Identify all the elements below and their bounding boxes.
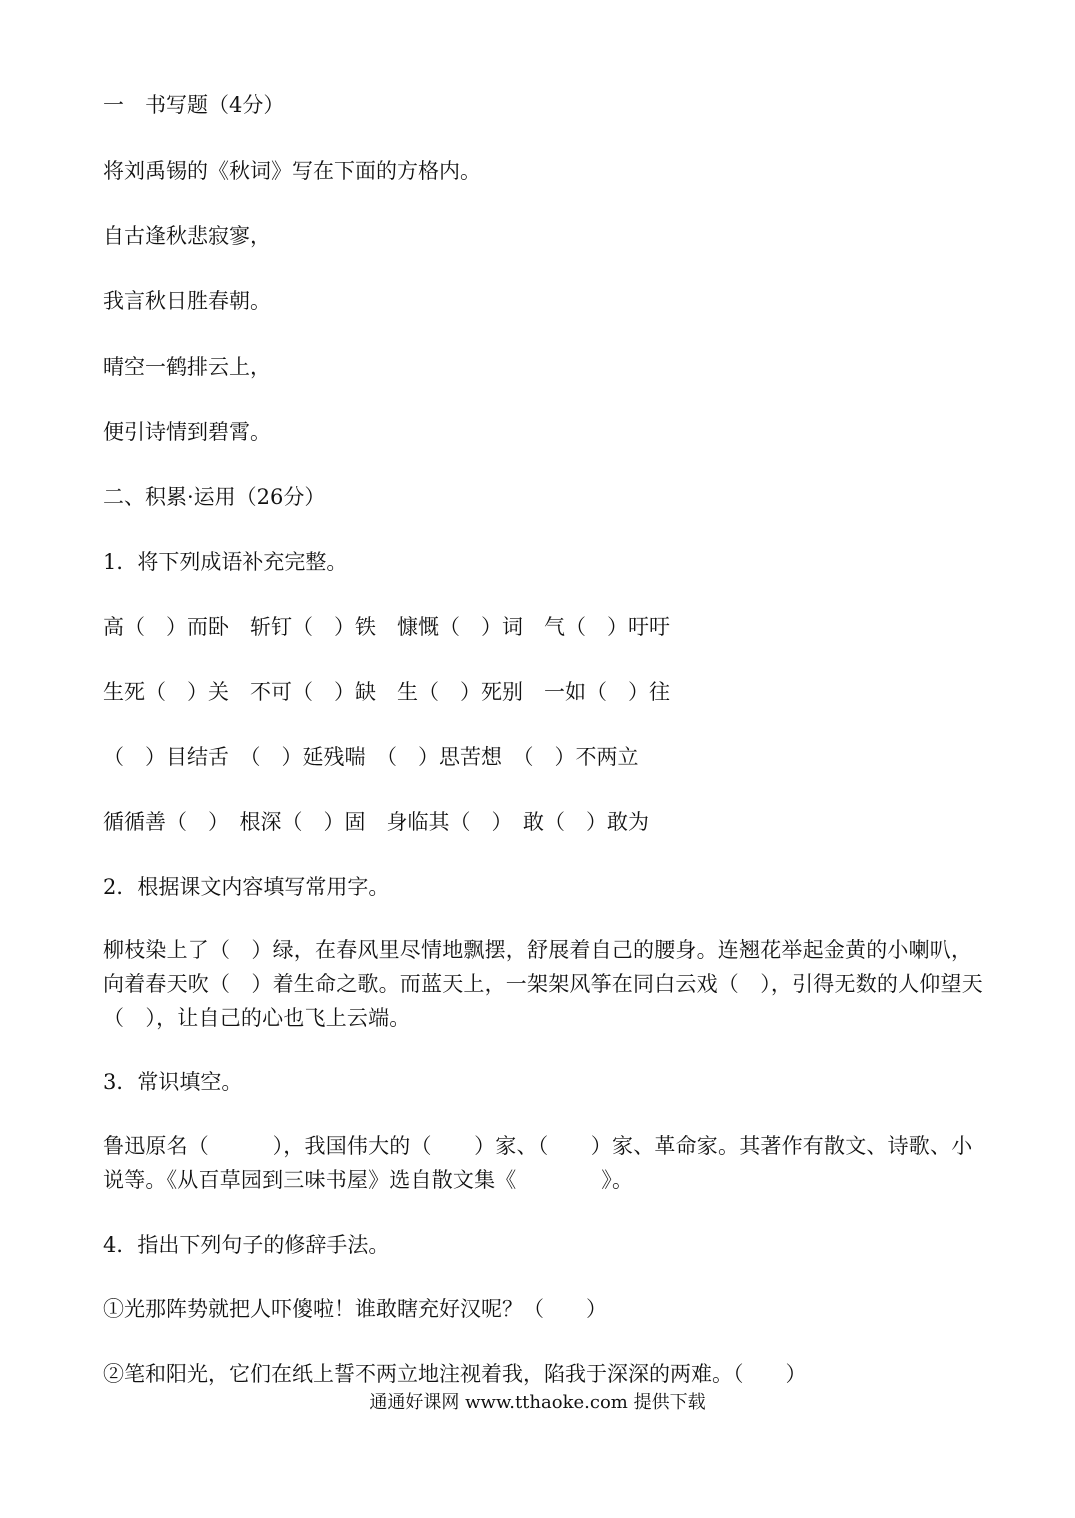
- idiom-row-3: （ ）目结舌 （ ）延残喘 （ ）思苦想 （ ）不两立: [103, 745, 639, 769]
- poem-line-4: 便引诗情到碧霄。: [103, 420, 271, 444]
- q4-prompt: 4．指出下列句子的修辞手法。: [103, 1233, 390, 1257]
- q3-passage: 鲁迅原名（ ），我国伟大的（ ）家、（ ）家、革命家。其著作有散文、诗歌、小说等。《从百草园到三味书屋》选自散文集《 》。: [103, 1134, 973, 1192]
- q2-prompt: 2．根据课文内容填写常用字。: [103, 875, 390, 899]
- section2-heading: 二、积累·运用（26分）: [103, 485, 326, 509]
- q4-item-2: ②笔和阳光，它们在纸上誓不两立地注视着我，陷我于深深的两难。（ ）: [103, 1362, 807, 1386]
- poem-line-1: 自古逢秋悲寂寥，: [103, 224, 271, 248]
- idiom-row-4: 循循善（ ） 根深（ ）固 身临其（ ） 敢（ ）敢为: [103, 810, 649, 834]
- idiom-row-2: 生死（ ）关 不可（ ）缺 生（ ）死别 一如（ ）往: [103, 680, 670, 704]
- poem-line-3: 晴空一鹤排云上，: [103, 355, 271, 379]
- q2-passage: 柳枝染上了（ ）绿，在春风里尽情地飘摆，舒展着自己的腰身。连翘花举起金黄的小喇叭，向着春天吹（ ）着生命之歌。而蓝天上，一架架风筝在同白云戏（ ），引得无数的人仰望天（ ），让自己的心也飞上云端。: [103, 938, 983, 1030]
- q1-prompt: 1．将下列成语补充完整。: [103, 550, 348, 574]
- q4-item-1: ①光那阵势就把人吓傻啦！谁敢瞎充好汉呢？（ ）: [103, 1297, 607, 1321]
- section1-heading: 一 书写题（4分）: [103, 93, 285, 117]
- poem-line-2: 我言秋日胜春朝。: [103, 289, 271, 313]
- download-footer: 通通好课网 www.tthaoke.com 提供下载: [369, 1392, 706, 1413]
- q3-prompt: 3．常识填空。: [103, 1070, 243, 1094]
- idiom-row-1: 高（ ）而卧 斩钉（ ）铁 慷慨（ ）词 气（ ）吁吁: [103, 615, 670, 639]
- section1-instruction: 将刘禹锡的《秋词》写在下面的方格内。: [103, 159, 481, 183]
